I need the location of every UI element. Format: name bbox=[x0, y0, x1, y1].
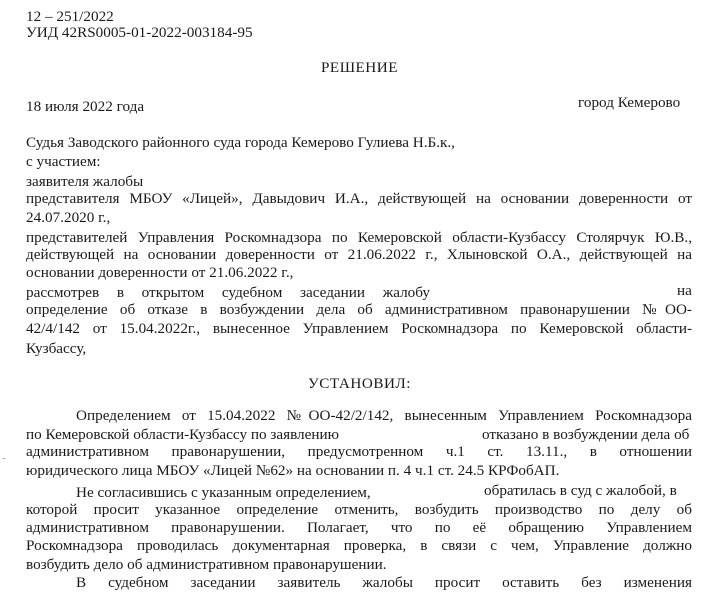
paragraph-line: Не согласившись с указанным определением, bbox=[76, 484, 371, 501]
case-number: 12 – 251/2022 bbox=[26, 8, 114, 25]
intro-line: 24.07.2020 г., bbox=[26, 209, 111, 226]
intro-line: с участием: bbox=[26, 153, 101, 170]
paragraph-line-cut: В судебном заседании заявитель жалобы просит оставить без изменения bbox=[76, 574, 692, 591]
paragraph-line: административном правонарушении, предусмотренном ч.1 ст. 13.11., в отношении bbox=[26, 443, 692, 460]
paragraph-line: обратилась в суд с жалобой, в bbox=[484, 482, 677, 499]
consider-line: 42/4/142 от 15.04.2022г., вынесенное Управлением Роскомнадзора по Кемеровской области- bbox=[26, 320, 692, 337]
paragraph-line: отказано в возбуждении дела об bbox=[482, 426, 690, 443]
document-date: 18 июля 2022 года bbox=[26, 98, 145, 115]
consider-line: Кузбассу, bbox=[26, 340, 87, 357]
consider-line-right: на bbox=[677, 282, 692, 299]
intro-line: Судья Заводского районного суда города Кемерово Гулиева Н.Б.к., bbox=[26, 134, 455, 151]
paragraph-line: которой просит указанное определение отменить, возбудить производство по делу об bbox=[26, 501, 692, 518]
intro-line: действующей на основании доверенности от 21.06.2022 г., Хлыновской О.А., действующей на bbox=[26, 246, 692, 263]
intro-line: заявителя жалобы bbox=[26, 173, 144, 190]
paragraph-line: юридического лица МБОУ «Лицей №62» на основании п. 4 ч.1 ст. 24.5 КРФобАП. bbox=[26, 462, 560, 479]
paragraph-line: возбудить дело об административном правонарушении. bbox=[26, 556, 387, 573]
scan-mark: - bbox=[2, 452, 6, 464]
case-uid: УИД 42RS0005-01-2022-003184-95 bbox=[26, 24, 253, 41]
document-city: город Кемерово bbox=[578, 94, 681, 111]
consider-line: определение об отказе в возбуждении дела об административном правонарушении №ОО- bbox=[26, 301, 692, 318]
paragraph-line: Определением от 15.04.2022 №ОО-42/2/142, вынесенным Управлением Роскомнадзора bbox=[76, 407, 692, 424]
intro-line: представителя МБОУ «Лицей», Давыдович И.А., действующей на основании доверенности от bbox=[26, 190, 692, 207]
paragraph-line: административном правонарушении. Полагает, что по её обращению Управлением bbox=[26, 519, 692, 536]
intro-line: представителей Управления Роскомнадзора по Кемеровской области-Кузбассу Столярчук Ю.В., bbox=[26, 229, 692, 246]
paragraph-line: по Кемеровской области-Кузбассу по заявлению bbox=[26, 426, 339, 443]
document-title: РЕШЕНИЕ bbox=[320, 59, 399, 76]
intro-line: основании доверенности от 21.06.2022 г., bbox=[26, 264, 294, 281]
paragraph-line: Роскомнадзора проводилась документарная проверка, в связи с чем, Управление должно bbox=[26, 537, 692, 554]
consider-line-left: рассмотрев в открытом судебном заседании жалобу bbox=[26, 284, 430, 301]
section-title: УСТАНОВИЛ: bbox=[308, 375, 411, 392]
